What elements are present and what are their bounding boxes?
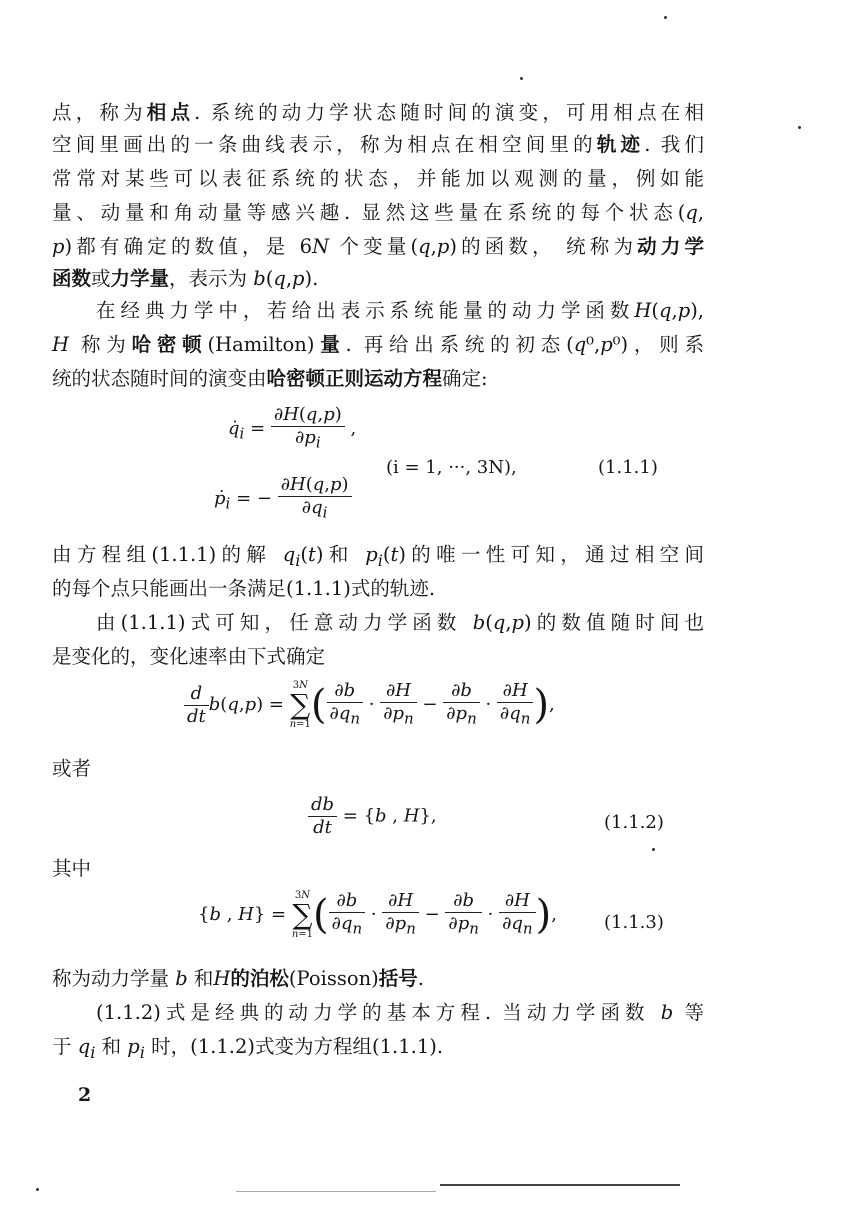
body-line: 称为动力学量 b 和H的泊松(Poisson)括号. [52, 967, 424, 990]
equation-poisson-eom: $\frac{db}{dt}$ = {b , H}, [308, 794, 437, 839]
equation-number: (1.1.2) [604, 812, 664, 833]
equation-number: (1.1.1) [598, 457, 658, 478]
scan-edge [440, 1184, 680, 1186]
scan-speck [664, 16, 667, 19]
body-line: p)都有确定的数值，是 6N 个变量(q,p)的函数， 统称为动力学 [52, 235, 704, 258]
body-line: 函数或力学量，表示为 b(q,p). [52, 267, 319, 290]
body-line: 或者 [52, 757, 92, 780]
body-line: 由(1.1.1)式可知，任意动力学函数 b(q,p)的数值随时间也 [96, 611, 705, 634]
body-line: 在经典力学中，若给出表示系统能量的动力学函数H(q,p), [96, 299, 704, 322]
equation-time-derivative: $\frac{d}{dt}$ b(q,p) = 3N ∑ n=1( $\frac{\partial b}{\partial q_n}$ · $\frac{\partial H}{\partial p_n}$ − $\frac{\partial b}{\partial p_n}$ · $\frac{\partial H}{\partial q_n}$ ), [184, 680, 555, 730]
scan-edge [236, 1191, 436, 1192]
body-line: (1.1.2)式是经典的动力学的基本方程. 当动力学函数 b 等 [96, 1001, 704, 1024]
scan-speck [520, 77, 523, 80]
body-line: 由方程组(1.1.1)的解 $q_i(t)$和 $p_i(t)$的唯一性可知，通过相空间 [52, 543, 705, 570]
scan-speck [798, 126, 801, 129]
equation-hamilton-pdot: ṗ$_i$ = − $\frac{\partial H(q,p)}{\partial q_i}$ [214, 474, 352, 524]
equation-range: (i = 1, ···, 3N), [386, 457, 517, 478]
equation-number: (1.1.3) [604, 912, 664, 933]
body-line: 点，称为相点. 系统的动力学状态随时间的演变，可用相点在相 [52, 101, 704, 124]
body-line: H 称为哈密顿(Hamilton)量. 再给出系统的初态(q⁰,p⁰)，则系 [52, 333, 704, 356]
body-line: 量、动量和角动量等感兴趣. 显然这些量在系统的每个状态(q, [52, 201, 704, 224]
body-line: 统的状态随时间的演变由哈密顿正则运动方程确定: [52, 367, 488, 390]
body-line: 空间里画出的一条曲线表示，称为相点在相空间里的轨迹. 我们 [52, 133, 704, 156]
body-line: 是变化的，变化速率由下式确定 [52, 645, 326, 668]
equation-poisson-bracket: {b , H} = 3N ∑ n=1( $\frac{\partial b}{\partial q_n}$ · $\frac{\partial H}{\partial p_n}$ − $\frac{\partial b}{\partial p_n}$ · $\frac{\partial H}{\partial q_n}$ ), [198, 890, 557, 940]
body-line: 于 $q_i$ 和 $p_i$ 时，(1.1.2)式变为方程组(1.1.1). [52, 1035, 444, 1062]
equation-hamilton-qdot: $q̇_i$ = $\frac{\partial H(q,p)}{\partial p_i}$ , [228, 404, 357, 452]
body-line: 常常对某些可以表征系统的状态，并能加以观测的量，例如能 [52, 167, 704, 190]
page-number: 2 [78, 1084, 92, 1106]
body-line: 其中 [52, 857, 92, 880]
body-line: 的每个点只能画出一条满足(1.1.1)式的轨迹. [52, 577, 436, 600]
scan-speck [36, 1188, 39, 1191]
scan-speck [652, 848, 655, 851]
